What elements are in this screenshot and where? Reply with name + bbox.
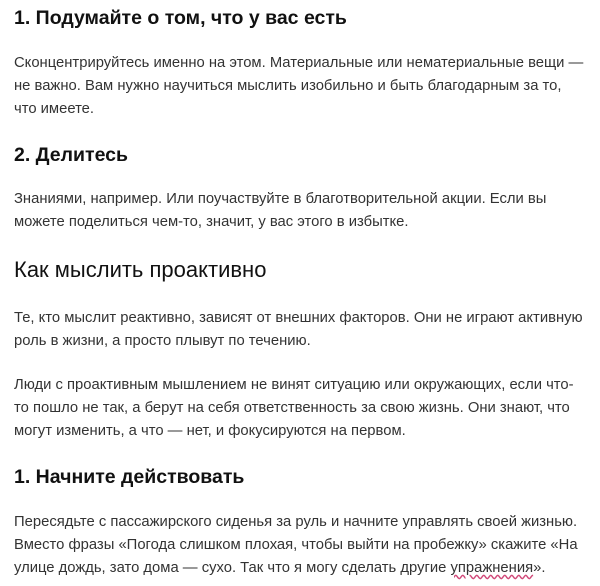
paragraph-take-the-wheel-end: ».	[533, 560, 546, 576]
paragraph-take-the-wheel-text: Пересядьте с пассажирского сиденья за руль и начните управлять своей жизнью. Вместо фразы «Погода слишком плохая, чтобы выйти на пробежку» скажите «На улице дождь, зато дома — сухо. Так что я могу сделать другие	[14, 514, 578, 576]
step-heading-think-what-you-have: 1. Подумайте о том, что у вас есть	[14, 7, 347, 29]
paragraph-take-the-wheel	[14, 511, 586, 580]
paragraph-proactive-people: Люди с проактивным мышлением не винят ситуацию или окружающих, если что-то пошло не так, а берут на себя ответственность за свою жизнь. Они знают, что могут изменить, а что — нет, и фокусируются на первом.	[14, 377, 574, 439]
paragraph-knowledge: Знаниями, например. Или поучаствуйте в благотворительной акции. Если вы можете поделиться чем-то, значит, у вас этого в избытке.	[14, 191, 547, 230]
spellcheck-underlined-word: упражнения	[450, 560, 534, 576]
step-heading-start-acting: 1. Начните действовать	[14, 466, 245, 488]
step-heading-share: 2. Делитесь	[14, 144, 129, 166]
section-heading-proactive: Как мыслить проактивно	[14, 257, 267, 282]
paragraph-reactive: Те, кто мыслит реактивно, зависят от внешних факторов. Они не играют активную роль в жизни, а просто плывут по течению.	[14, 310, 583, 349]
paragraph-concentrate: Сконцентрируйтесь именно на этом. Материальные или нематериальные вещи — не важно. Вам нужно научиться мыслить изобильно и быть благодарным за то, что имеете.	[14, 55, 584, 117]
